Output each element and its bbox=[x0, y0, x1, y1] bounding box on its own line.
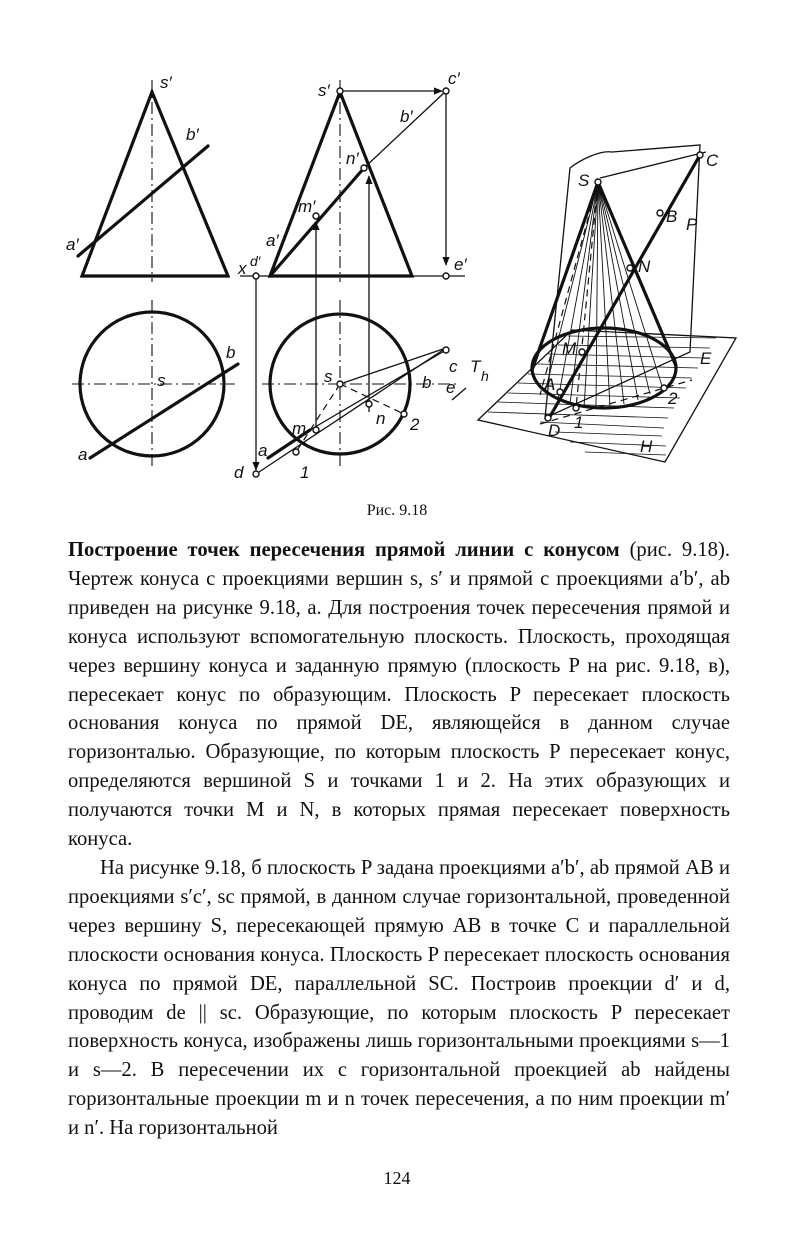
label-c-S: S bbox=[578, 171, 590, 190]
label-b-m: m bbox=[292, 419, 307, 438]
label-c-E: E bbox=[700, 349, 712, 368]
label-a-b: b bbox=[226, 343, 236, 362]
label-b-th: T bbox=[470, 357, 481, 376]
label-b-a-prime: a′ bbox=[266, 231, 279, 250]
page-number: 124 bbox=[383, 1168, 411, 1188]
label-c-B: B bbox=[666, 207, 678, 226]
paragraph-1-body: (рис. 9.18). Чертеж конуса с проекциями вершин s, s′ и прямой с проекциями a′b′, ab приведен на рисунке 9.18, а. Для построения точек пересечения прямой и конуса используют вспомогательную плоскость. Плоскость, проходящая через вершину конуса и заданную прямую (плоскость P на рис. 9.18, в), пересекает конус по образующим. Плоскость P пересекает плоскость основания конуса по прямой DE, являющейся в данном случае горизонталью. Образующие, по которым плоскость P пересекает конус, определяются вершиной S и точками 1 и 2. На этих образующих и получаются точки M и N, в которых прямая пересекает поверхность конуса. bbox=[68, 539, 730, 851]
label-b-c-prime: c′ bbox=[448, 69, 460, 88]
diagram-c bbox=[478, 145, 736, 462]
label-a-s: s bbox=[157, 371, 166, 390]
section-heading: Построение точек пересечения прямой линии с конусом bbox=[68, 539, 620, 561]
label-c-2: 2 bbox=[668, 389, 678, 408]
label-b-e-prime: e′ bbox=[454, 255, 467, 274]
label-c-H: H bbox=[640, 437, 653, 456]
body-text bbox=[68, 536, 730, 1143]
label-b-th-sub: h bbox=[481, 368, 489, 384]
label-b-c: c bbox=[449, 357, 458, 376]
label-b-d: d bbox=[234, 463, 244, 482]
label-c-D: D bbox=[548, 421, 561, 440]
label-b-m-prime: m′ bbox=[298, 197, 316, 216]
paragraph-1 bbox=[68, 536, 730, 854]
label-a-s-prime: s′ bbox=[160, 73, 172, 92]
label-b-n-prime: n′ bbox=[346, 149, 359, 168]
label-b-b-prime: b′ bbox=[400, 107, 413, 126]
label-b-s: s bbox=[324, 367, 333, 386]
figure-caption: Рис. 9.18 bbox=[366, 502, 428, 519]
label-b-a: a bbox=[258, 441, 268, 460]
label-b-s-prime: s′ bbox=[318, 81, 330, 100]
label-b-d-prime: d′ bbox=[250, 253, 261, 269]
label-b-b: b bbox=[422, 373, 432, 392]
paragraph-2: На рисунке 9.18, б плоскость P задана проекциями a′b′, ab прямой AB и проекциями s′c′, sc прямой, в данном случае горизонтальной, проведенной через вершину S, пересекающей прямую AB в точке C и параллельной плоскости основания конуса. Плоскость P пересекает плоскость основания конуса по прямой DE, параллельной SC. Построив проекции d′ и d, проводим de || sc. Образующие, по которым плоскость P пересекает поверхность конуса, изображены лишь горизонтальными проекциями s—1 и s—2. В пересечении их с горизонтальной проекцией ab найдены горизонтальные проекции m и n точек пересечения, а по ним проекции m′ и n′. На горизонтальной bbox=[68, 856, 730, 1140]
label-c-M: M bbox=[562, 339, 577, 358]
label-c-N: N bbox=[638, 257, 651, 276]
label-c-C: C bbox=[706, 151, 719, 170]
diagram-a bbox=[72, 80, 238, 470]
label-b-2: 2 bbox=[410, 415, 420, 434]
label-a-a-prime: a′ bbox=[66, 235, 79, 254]
figure-9-18 bbox=[55, 62, 745, 492]
label-b-x: x bbox=[238, 259, 247, 278]
diagram-b bbox=[240, 80, 466, 474]
label-b-1: 1 bbox=[300, 463, 310, 482]
plane-h-hatching bbox=[488, 336, 716, 455]
label-a-a: a bbox=[78, 445, 88, 464]
label-c-A: A bbox=[544, 375, 556, 394]
label-c-1: 1 bbox=[574, 413, 584, 432]
label-b-n: n bbox=[376, 409, 386, 428]
label-b-e: e bbox=[446, 378, 456, 397]
label-c-P: P bbox=[686, 215, 698, 234]
label-a-b-prime: b′ bbox=[186, 125, 199, 144]
